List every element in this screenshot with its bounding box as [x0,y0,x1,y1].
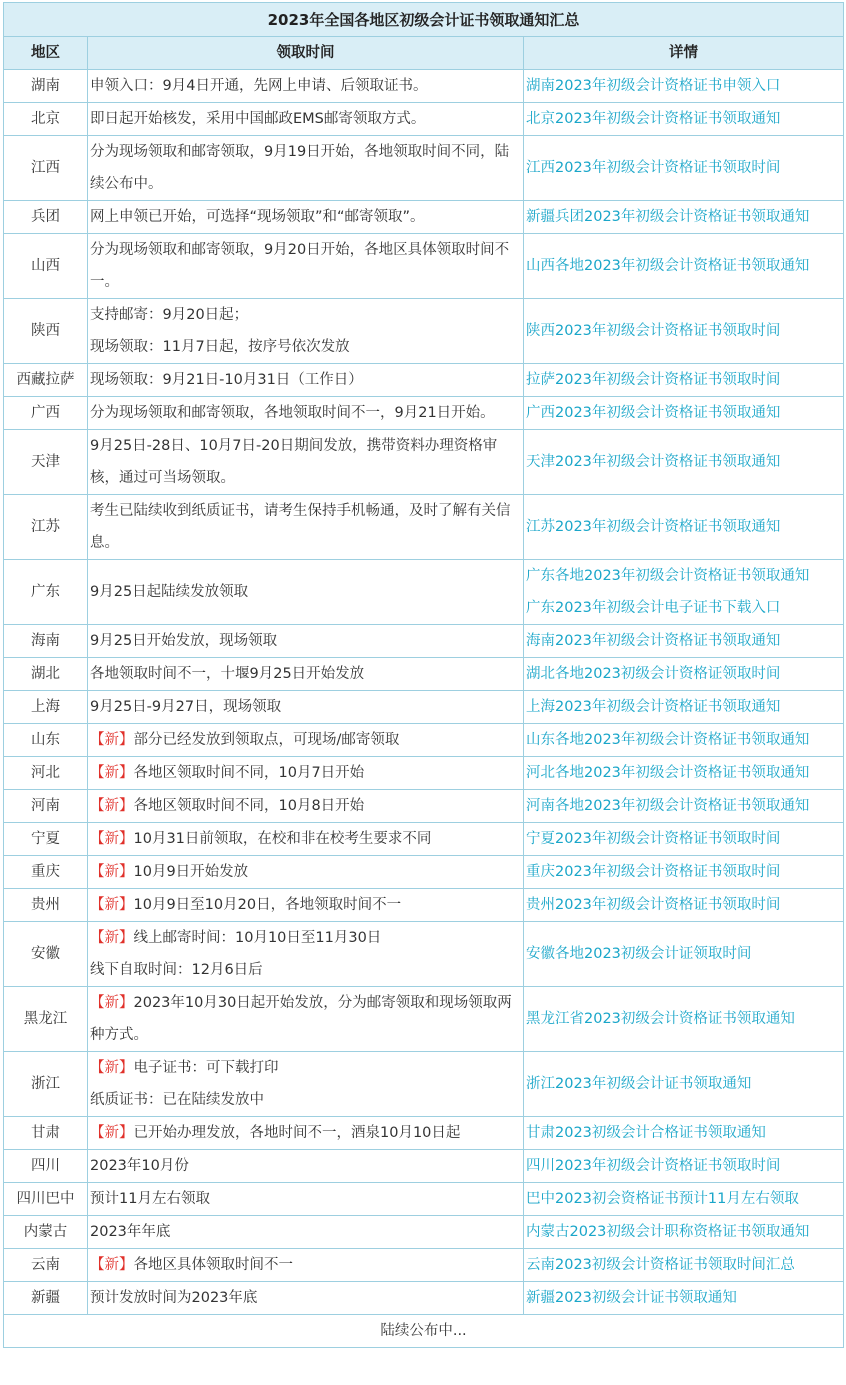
region-cell: 兵团 [4,201,88,234]
region-cell: 浙江 [4,1052,88,1117]
detail-link[interactable]: 贵州2023年初级会计资格证书领取时间 [526,897,781,913]
detail-link[interactable]: 天津2023年初级会计资格证书领取通知 [526,454,781,470]
time-line [90,136,521,200]
region-cell: 甘肃 [4,1117,88,1150]
time-cell [88,364,524,397]
new-tag: 【新】 [90,732,134,748]
table-row [4,1249,844,1282]
time-line [90,397,521,429]
detail-cell [524,1282,844,1315]
time-text: 预计11月左右领取 [90,1191,210,1207]
time-text: 分为现场领取和邮寄领取，9月19日开始，各地领取时间不同，陆续公布中。 [90,144,510,192]
time-text: 网上申领已开始，可选择“现场领取”和“邮寄领取”。 [90,209,425,225]
detail-cell [524,397,844,430]
time-text: 电子证书：可下载打印 [133,1060,279,1076]
detail-cell [524,757,844,790]
time-line [90,430,521,494]
region-cell: 江苏 [4,495,88,560]
detail-cell [524,1249,844,1282]
time-line [90,1084,521,1116]
title-row [4,3,844,37]
region-cell: 上海 [4,691,88,724]
time-text: 9月25日-9月27日，现场领取 [90,699,282,715]
time-cell [88,856,524,889]
table-row [4,691,844,724]
detail-link[interactable]: 巴中2023初会资格证书预计11月左右领取 [526,1191,799,1207]
time-text: 线上邮寄时间：10月10日至11月30日 [133,930,382,946]
detail-cell [524,103,844,136]
certificate-table [3,2,844,1348]
time-line [90,234,521,298]
time-line [90,201,521,233]
new-tag: 【新】 [90,864,134,880]
region-cell: 四川 [4,1150,88,1183]
time-line [90,1150,521,1182]
detail-link[interactable]: 拉萨2023年初级会计资格证书领取时间 [526,372,781,388]
footer-row [4,1315,844,1348]
time-line [90,576,521,608]
time-cell [88,136,524,201]
time-cell [88,757,524,790]
detail-link[interactable]: 江苏2023年初级会计资格证书领取通知 [526,519,781,535]
time-cell [88,1216,524,1249]
table-row [4,1117,844,1150]
new-tag: 【新】 [90,1060,134,1076]
detail-cell [524,790,844,823]
detail-cell [524,201,844,234]
time-cell [88,823,524,856]
detail-cell [524,364,844,397]
table-row [4,724,844,757]
detail-cell [524,625,844,658]
time-text: 申领入口：9月4日开通，先网上申请、后领取证书。 [90,78,428,94]
header-region: 地区 [4,37,88,70]
region-cell: 新疆 [4,1282,88,1315]
time-cell [88,625,524,658]
detail-link[interactable]: 重庆2023年初级会计资格证书领取时间 [526,864,781,880]
time-line [90,70,521,102]
table-row [4,430,844,495]
time-line [90,1249,521,1281]
detail-cell [524,70,844,103]
detail-cell [524,1216,844,1249]
table-row [4,889,844,922]
time-text: 9月25日-28日、10月7日-20日期间发放，携带资料办理资格审核，通过可当场领取。 [90,438,498,486]
time-text: 线下自取时间：12月6日后 [90,962,263,978]
time-line [90,724,521,756]
table-row [4,658,844,691]
header-detail: 详情 [524,37,844,70]
time-text: 2023年10月份 [90,1158,189,1174]
time-text: 现场领取：11月7日起，按序号依次发放 [90,339,350,355]
time-text: 9月25日开始发放，现场领取 [90,633,278,649]
detail-link[interactable]: 上海2023年初级会计资格证书领取通知 [526,699,781,715]
detail-cell [524,658,844,691]
table-row [4,625,844,658]
region-cell: 安徽 [4,922,88,987]
header-time: 领取时间 [88,37,524,70]
time-line [90,331,521,363]
detail-link[interactable]: 新疆兵团2023年初级会计资格证书领取通知 [526,209,810,225]
new-tag: 【新】 [90,930,134,946]
region-cell: 河南 [4,790,88,823]
time-cell [88,201,524,234]
time-text: 9月25日起陆续发放领取 [90,584,249,600]
detail-cell [524,724,844,757]
table-row [4,987,844,1052]
detail-link[interactable]: 湖南2023年初级会计资格证书申领入口 [526,78,781,94]
table-row [4,856,844,889]
detail-cell [524,922,844,987]
region-cell: 湖北 [4,658,88,691]
table-row [4,70,844,103]
detail-link[interactable]: 广西2023年初级会计资格证书领取通知 [526,405,781,421]
detail-cell [524,889,844,922]
detail-cell [524,823,844,856]
time-cell [88,1117,524,1150]
detail-link[interactable]: 甘肃2023初级会计合格证书领取通知 [526,1125,766,1141]
time-text: 各地区具体领取时间不一 [133,1257,293,1273]
time-text: 10月9日至10月20日，各地领取时间不一 [133,897,402,913]
table-row [4,1183,844,1216]
detail-link[interactable]: 四川2023年初级会计资格证书领取时间 [526,1158,781,1174]
time-line [90,103,521,135]
time-text: 各地区领取时间不同，10月7日开始 [133,765,365,781]
table-row [4,397,844,430]
table-row [4,757,844,790]
time-cell [88,299,524,364]
table-row [4,136,844,201]
time-text: 纸质证书：已在陆续发放中 [90,1092,264,1108]
table-row [4,922,844,987]
time-line [90,658,521,690]
time-cell [88,397,524,430]
region-cell: 山东 [4,724,88,757]
time-cell [88,658,524,691]
time-text: 2023年年底 [90,1224,171,1240]
detail-cell [524,136,844,201]
time-line [90,1282,521,1314]
region-cell: 重庆 [4,856,88,889]
region-cell: 广东 [4,560,88,625]
new-tag: 【新】 [90,765,134,781]
time-cell [88,790,524,823]
detail-link[interactable]: 山东各地2023年初级会计资格证书领取通知 [526,732,810,748]
time-text: 各地区领取时间不同，10月8日开始 [133,798,365,814]
detail-link[interactable]: 宁夏2023年初级会计资格证书领取时间 [526,831,781,847]
detail-link[interactable]: 广东各地2023年初级会计资格证书领取通知 [526,568,810,584]
time-cell [88,103,524,136]
region-cell: 陕西 [4,299,88,364]
new-tag: 【新】 [90,1257,134,1273]
detail-cell [524,1150,844,1183]
detail-cell [524,430,844,495]
detail-link[interactable]: 河北各地2023年初级会计资格证书领取通知 [526,765,810,781]
region-cell: 四川巴中 [4,1183,88,1216]
header-row [4,37,844,70]
detail-link[interactable]: 陕西2023年初级会计资格证书领取时间 [526,323,781,339]
time-cell [88,724,524,757]
time-line [90,790,521,822]
time-cell [88,987,524,1052]
detail-cell [524,495,844,560]
time-text: 部分已经发放到领取点，可现场/邮寄领取 [133,732,400,748]
new-tag: 【新】 [90,1125,134,1141]
detail-link[interactable]: 江西2023年初级会计资格证书领取时间 [526,160,781,176]
new-tag: 【新】 [90,798,134,814]
detail-link[interactable]: 内蒙古2023初级会计职称资格证书领取通知 [526,1224,810,1240]
time-cell [88,1282,524,1315]
detail-cell [524,1052,844,1117]
region-cell: 贵州 [4,889,88,922]
detail-link[interactable]: 湖北各地2023初级会计资格证领取时间 [526,666,781,682]
detail-cell [524,299,844,364]
region-cell: 河北 [4,757,88,790]
new-tag: 【新】 [90,995,134,1011]
table-row [4,364,844,397]
time-cell [88,922,524,987]
time-cell [88,691,524,724]
region-cell: 广西 [4,397,88,430]
region-cell: 天津 [4,430,88,495]
time-text: 各地领取时间不一，十堰9月25日开始发放 [90,666,365,682]
detail-link[interactable]: 广东2023年初级会计电子证书下载入口 [526,600,781,616]
region-cell: 内蒙古 [4,1216,88,1249]
time-cell [88,889,524,922]
time-text: 即日起开始核发，采用中国邮政EMS邮寄领取方式。 [90,111,426,127]
region-cell: 湖南 [4,70,88,103]
table-row [4,495,844,560]
detail-link[interactable]: 海南2023年初级会计资格证书领取通知 [526,633,781,649]
time-line [90,495,521,559]
region-cell: 黑龙江 [4,987,88,1052]
time-text: 现场领取：9月21日-10月31日（工作日） [90,372,363,388]
time-cell [88,1052,524,1117]
time-cell [88,1249,524,1282]
time-text: 预计发放时间为2023年底 [90,1290,258,1306]
time-cell [88,70,524,103]
region-cell: 宁夏 [4,823,88,856]
time-text: 10月9日开始发放 [133,864,249,880]
time-line [90,954,521,986]
detail-link[interactable]: 浙江2023年初级会计证书领取通知 [526,1076,752,1092]
detail-link[interactable]: 黑龙江省2023初级会计资格证书领取通知 [526,1011,795,1027]
table-row [4,1282,844,1315]
table-title: 2023年全国各地区初级会计证书领取通知汇总 [4,3,844,37]
region-cell: 西藏拉萨 [4,364,88,397]
detail-link[interactable]: 山西各地2023年初级会计资格证书领取通知 [526,258,810,274]
detail-link[interactable]: 北京2023年初级会计资格证书领取通知 [526,111,781,127]
time-text: 支持邮寄：9月20日起； [90,307,249,323]
time-cell [88,1183,524,1216]
region-cell: 云南 [4,1249,88,1282]
time-line [90,1183,521,1215]
region-cell: 海南 [4,625,88,658]
detail-cell [524,1117,844,1150]
time-text: 已开始办理发放，各地时间不一，酒泉10月10日起 [133,1125,461,1141]
new-tag: 【新】 [90,897,134,913]
detail-cell [524,987,844,1052]
table-row [4,299,844,364]
table-row [4,823,844,856]
time-text: 考生已陆续收到纸质证书，请考生保持手机畅通，及时了解有关信息。 [90,503,511,551]
time-text: 分为现场领取和邮寄领取，9月20日开始，各地区具体领取时间不一。 [90,242,510,290]
time-line [90,625,521,657]
time-cell [88,560,524,625]
time-line [90,1117,521,1149]
time-line [90,1216,521,1248]
time-line [90,757,521,789]
time-cell [88,495,524,560]
detail-link[interactable]: 安徽各地2023初级会计证领取时间 [526,946,752,962]
detail-link[interactable]: 河南各地2023年初级会计资格证书领取通知 [526,798,810,814]
table-row [4,560,844,625]
time-text: 2023年10月30日起开始发放，分为邮寄领取和现场领取两种方式。 [90,995,512,1043]
time-text: 分为现场领取和邮寄领取，各地领取时间不一，9月21日开始。 [90,405,495,421]
time-text: 10月31日前领取，在校和非在校考生要求不同 [133,831,432,847]
table-row [4,1052,844,1117]
new-tag: 【新】 [90,831,134,847]
detail-cell [524,234,844,299]
table-body [4,70,844,1315]
table-row [4,790,844,823]
time-line [90,889,521,921]
time-line [90,299,521,331]
time-cell [88,1150,524,1183]
time-cell [88,430,524,495]
time-line [90,856,521,888]
region-cell: 山西 [4,234,88,299]
table-row [4,103,844,136]
time-line [90,364,521,396]
region-cell: 北京 [4,103,88,136]
table-row [4,201,844,234]
detail-cell [524,691,844,724]
detail-cell [524,856,844,889]
time-line [90,1052,521,1084]
table-row [4,1216,844,1249]
detail-link[interactable]: 新疆2023初级会计证书领取通知 [526,1290,737,1306]
region-cell: 江西 [4,136,88,201]
table-row [4,1150,844,1183]
time-line [90,691,521,723]
footer-text: 陆续公布中... [4,1315,844,1348]
detail-link[interactable]: 云南2023初级会计资格证书领取时间汇总 [526,1257,795,1273]
detail-cell [524,1183,844,1216]
time-cell [88,234,524,299]
time-line [90,823,521,855]
detail-cell [524,560,844,625]
table-row [4,234,844,299]
time-line [90,987,521,1051]
time-line [90,922,521,954]
